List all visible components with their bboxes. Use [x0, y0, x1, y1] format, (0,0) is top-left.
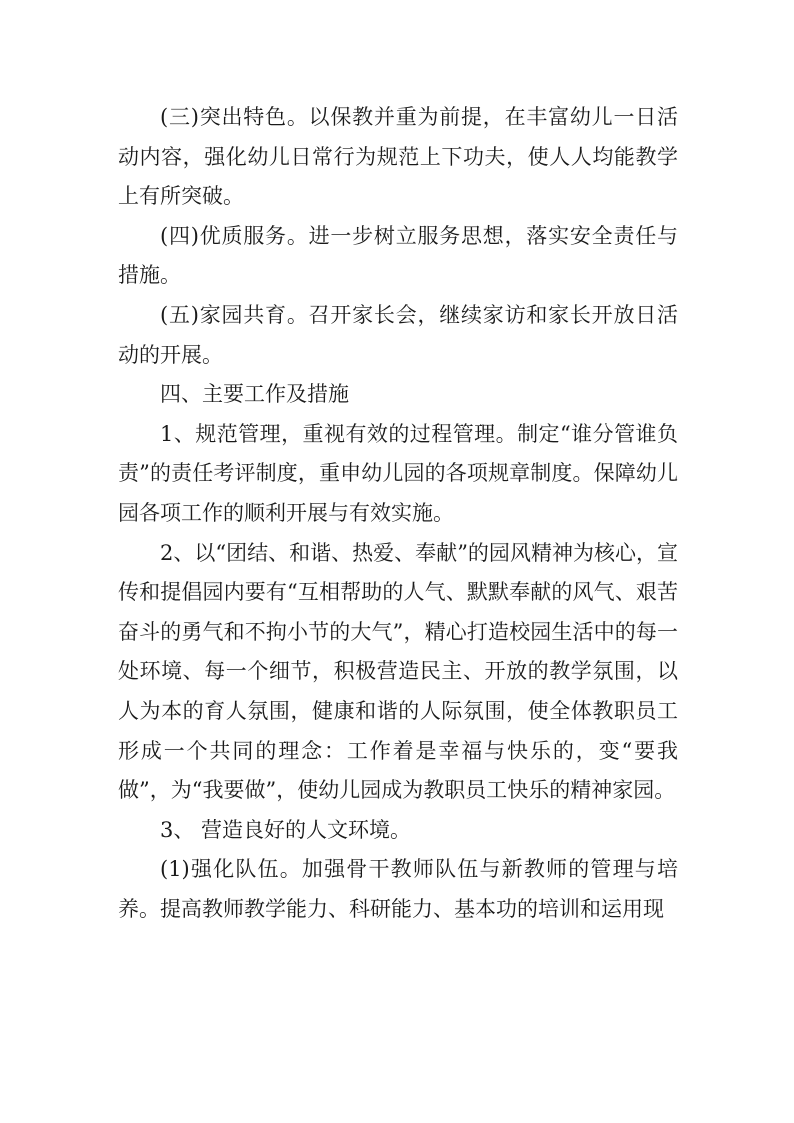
paragraph-home-school-cooperation: (五)家园共育。召开家长会，继续家访和家长开放日活动的开展。	[118, 302, 678, 367]
paragraph-humanistic-environment: 3、 营造良好的人文环境。	[160, 817, 412, 842]
paragraph-standard-management: 1、规范管理，重视有效的过程管理。制定“谁分管谁负责”的责任考评制度，重申幼儿园的各项规章制度。保障幼儿园各项工作的顺利开展与有效实施。	[118, 421, 678, 525]
paragraph-kindergarten-spirit: 2、以“团结、和谐、热爱、奉献”的园风精神为核心，宣传和提倡园内要有“互相帮助的人气、默默奉献的风气、艰苦奋斗的勇气和不拘小节的大气”，精心打造校园生活中的每一处环境、每一个细节，积极营造民主、开放的教学氛围，以人为本的育人氛围，健康和谐的人际氛围，使全体教职员工形成一个共同的理念：工作着是幸福与快乐的，变“要我做”，为“我要做”，使幼儿园成为教职员工快乐的精神家园。	[118, 540, 678, 803]
section-heading-main-work: 四、主要工作及措施	[160, 382, 349, 407]
paragraph-strengthen-team: (1)强化队伍。加强骨干教师队伍与新教师的管理与培养。提高教师教学能力、科研能力、基本功的培训和运用现	[118, 857, 678, 921]
paragraph-highlight-features: (三)突出特色。以保教并重为前提，在丰富幼儿一日活动内容，强化幼儿日常行为规范上下功夫，使人人均能教学上有所突破。	[118, 105, 678, 209]
paragraph-quality-service: (四)优质服务。进一步树立服务思想，落实安全责任与措施。	[118, 223, 678, 288]
document-body	[118, 98, 678, 929]
